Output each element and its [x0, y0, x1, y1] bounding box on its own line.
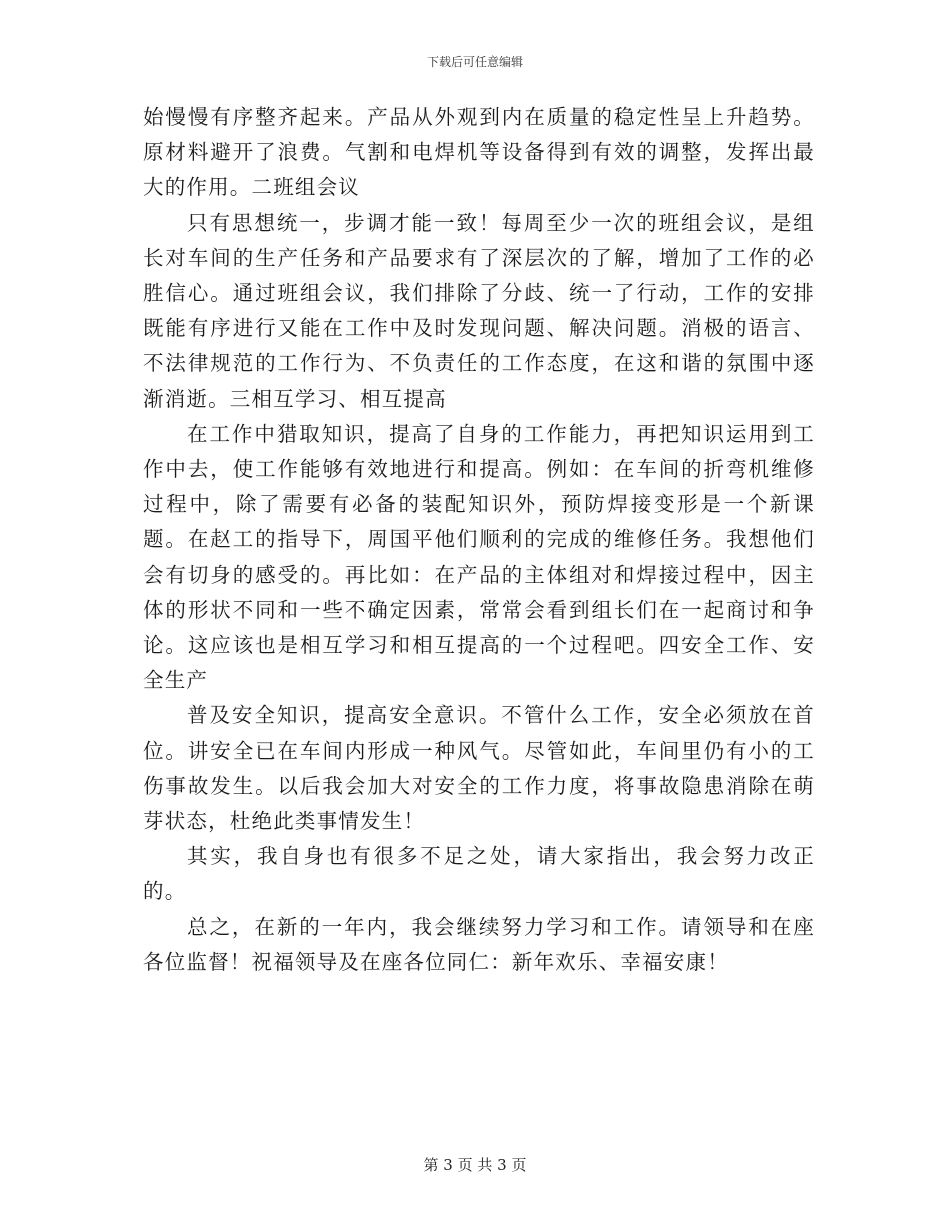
paragraph-1: 始慢慢有序整齐起来。产品从外观到内在质量的稳定性呈上升趋势。原材料避开了浪费。气割和电焊机等设备得到有效的调整，发挥出最大的作用。二班组会议 [143, 105, 815, 200]
paragraph-6: 总之，在新的一年内，我会继续努力学习和工作。请领导和在座各位监督！祝福领导及在座各位同仁：新年欢乐、幸福安康！ [143, 914, 815, 974]
paragraph-2: 只有思想统一，步调才能一致！每周至少一次的班组会议，是组长对车间的生产任务和产品要求有了深层次的了解，增加了工作的必胜信心。通过班组会议，我们排除了分歧、统一了行动，工作的安排既能有序进行又能在工作中及时发现问题、解决问题。消极的语言、不法律规范的工作行为、不负责任的工作态度，在这和谐的氛围中逐渐消逝。三相互学习、相互提高 [143, 210, 815, 411]
document-body [143, 100, 815, 980]
paragraph-3: 在工作中猎取知识，提高了自身的工作能力，再把知识运用到工作中去，使工作能够有效地进行和提高。例如：在车间的折弯机维修过程中，除了需要有必备的装配知识外，预防焊接变形是一个新课题。在赵工的指导下，周国平他们顺利的完成的维修任务。我想他们会有切身的感受的。再比如：在产品的主体组对和焊接过程中，因主体的形状不同和一些不确定因素，常常会看到组长们在一起商讨和争论。这应该也是相互学习和相互提高的一个过程吧。四安全工作、安全生产 [143, 421, 815, 693]
page-footer-number: 第 3 页 共 3 页 [423, 1156, 527, 1174]
paragraph-4: 普及安全知识，提高安全意识。不管什么工作，安全必须放在首位。讲安全已在车间内形成一种风气。尽管如此，车间里仍有小的工伤事故发生。以后我会加大对安全的工作力度，将事故隐患消除在萌芽状态，杜绝此类事情发生！ [143, 703, 815, 834]
paragraph-5: 其实，我自身也有很多不足之处，请大家指出，我会努力改正的。 [143, 844, 815, 904]
page-header-note: 下载后可任意编辑 [426, 55, 523, 69]
